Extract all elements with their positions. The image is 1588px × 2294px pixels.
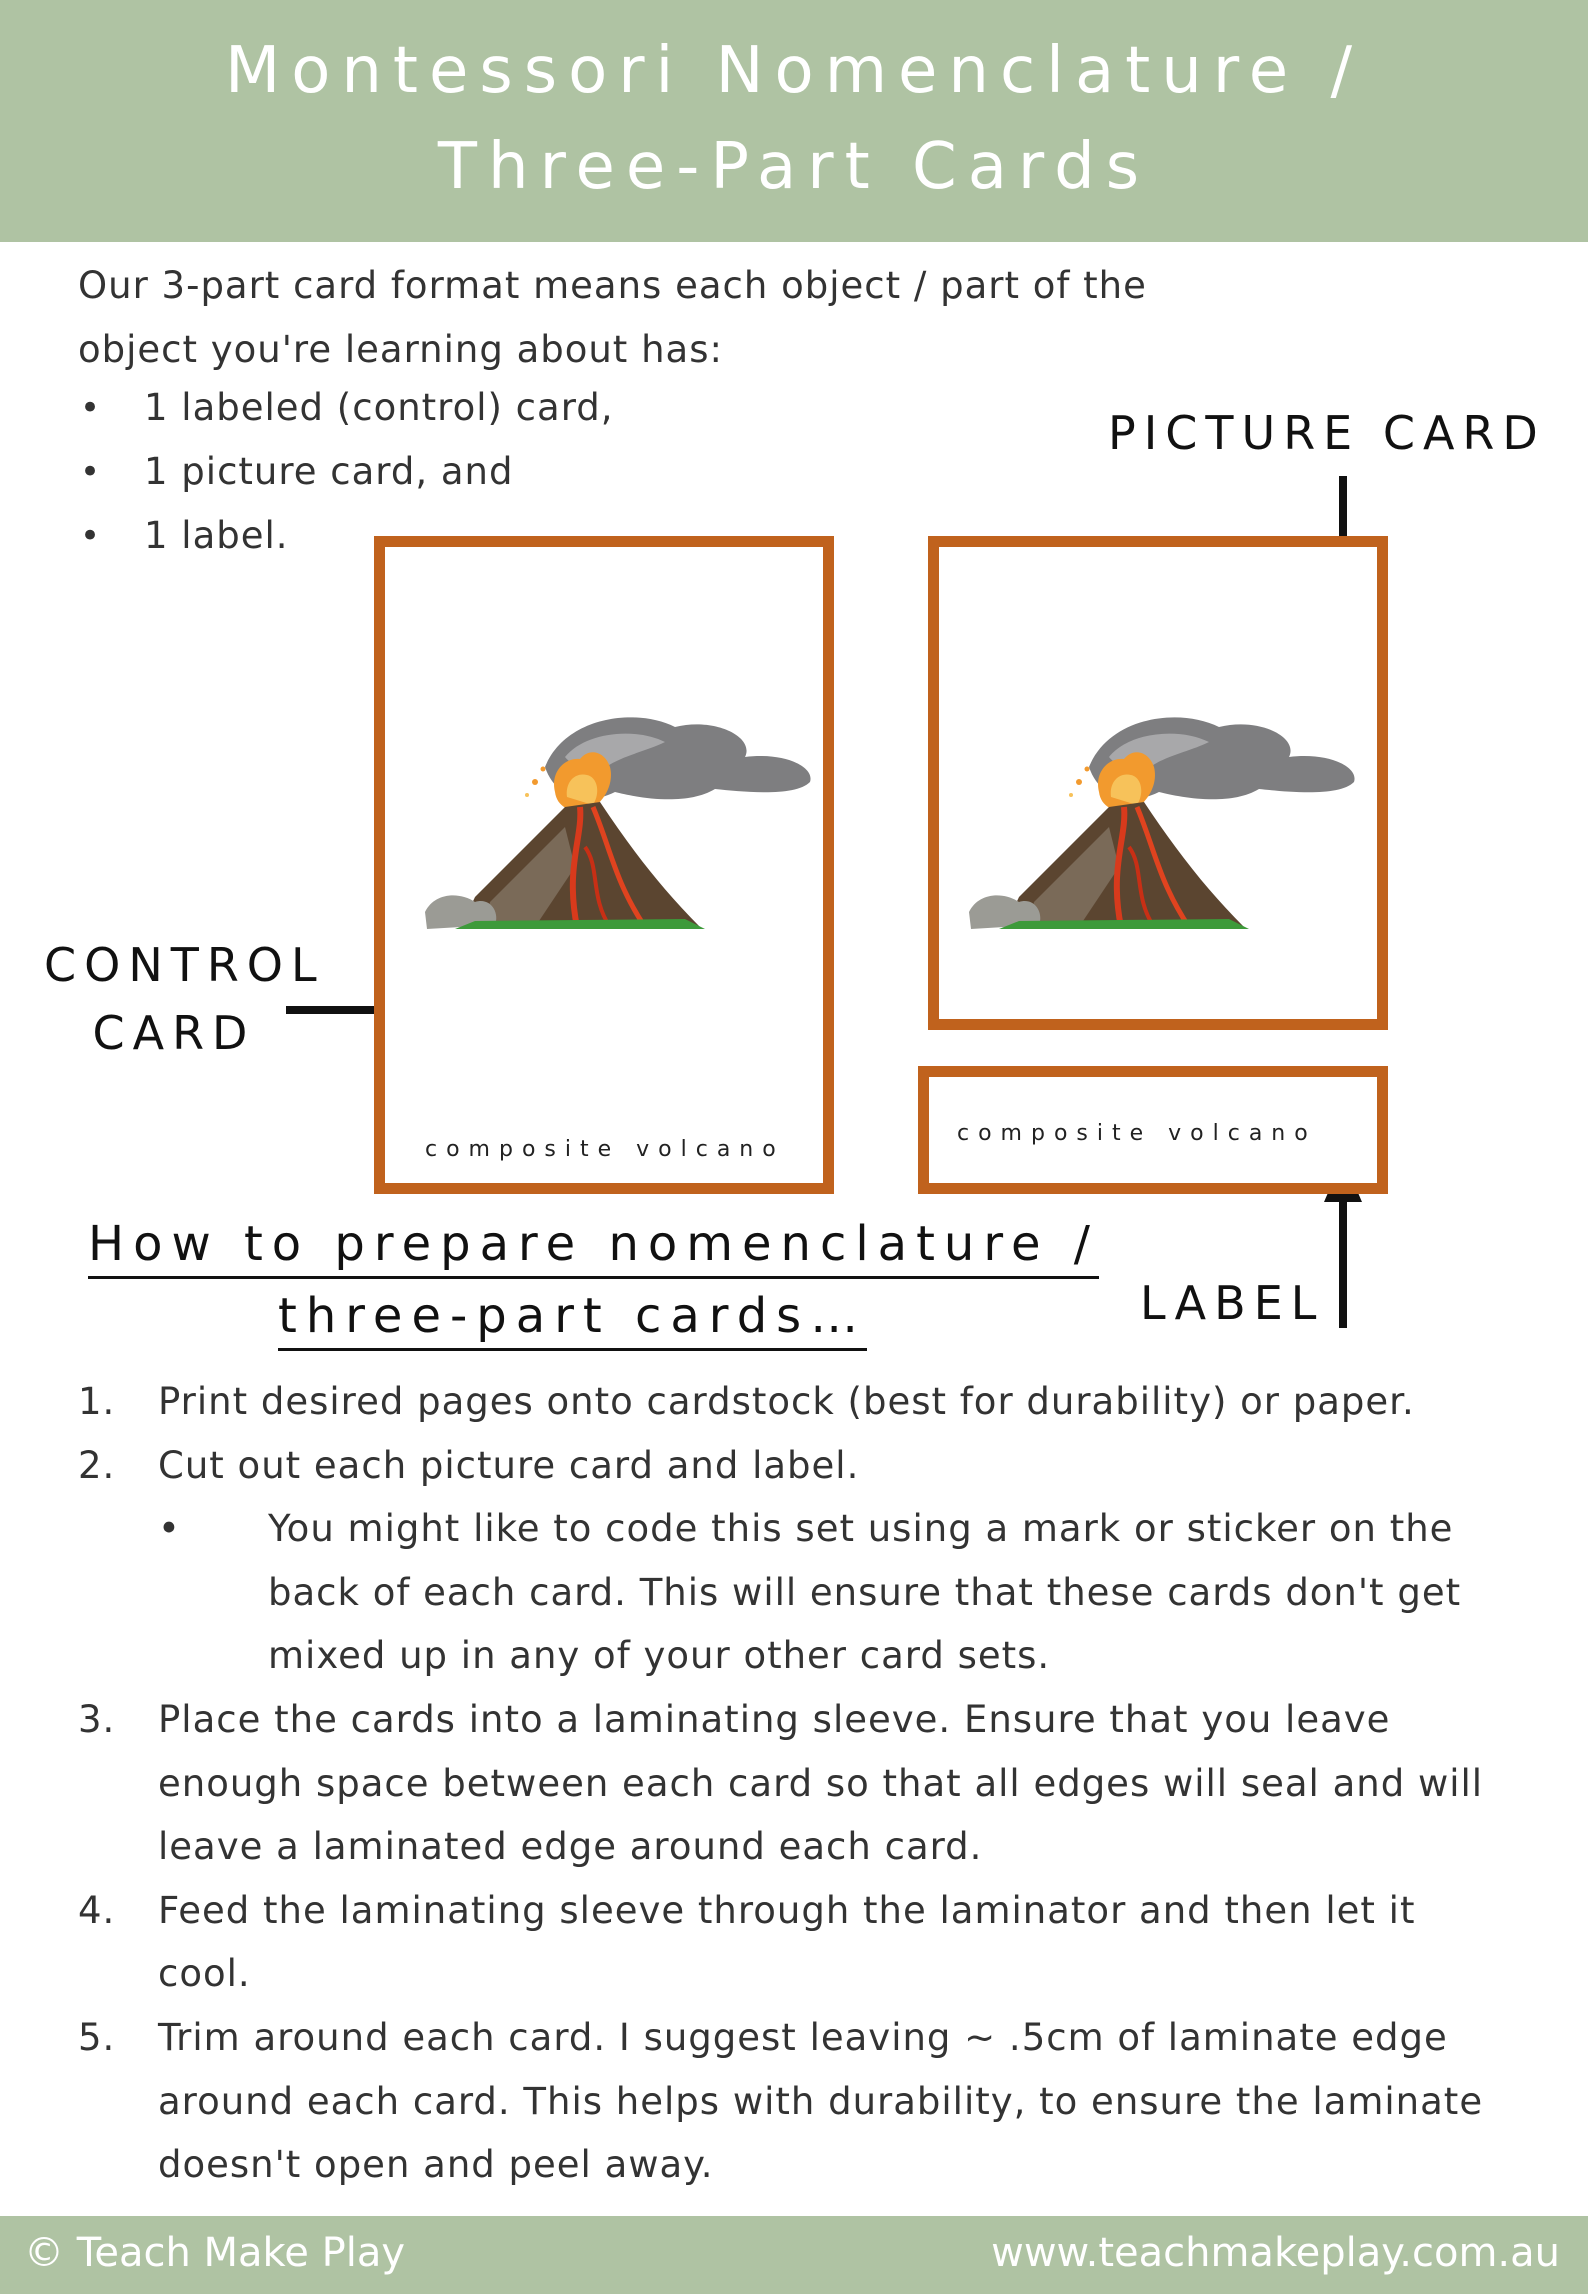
volcano-illustration — [959, 697, 1359, 947]
list-item — [78, 1370, 1518, 1434]
control-callout-line-2: CARD — [92, 1006, 256, 1060]
step-number: 2. — [78, 1443, 116, 1487]
list-item: • 1 picture card, and — [78, 440, 614, 504]
step-number: 4. — [78, 1888, 116, 1932]
picture-card-callout: PICTURE CARD — [1108, 406, 1546, 460]
page-header — [0, 0, 1588, 242]
volcano-illustration — [415, 697, 815, 947]
step-text: Place the cards into a laminating sleeve. Ensure that you leave enough space between each card so that all edges will seal and will leave a laminated edge around each card. — [158, 1697, 1484, 1869]
label-card-text: composite volcano — [957, 1121, 1317, 1146]
label-card — [918, 1066, 1388, 1194]
list-item: • 1 label. — [78, 504, 614, 568]
step-number: 5. — [78, 2015, 116, 2059]
step-sub-bullet: • You might like to code this set using a mark or sticker on the back of each card. This will ensure that these cards don't get mixed up in any of your other card sets. — [158, 1497, 1518, 1688]
howto-heading-line-2: three-part cards… — [278, 1288, 867, 1351]
list-item — [78, 2006, 1518, 2197]
step-text: Feed the laminating sleeve through the laminator and then let it cool. — [158, 1888, 1416, 1996]
website-url: www.teachmakeplay.com.au — [991, 2230, 1560, 2276]
intro-line-2: object you're learning about has: — [78, 328, 723, 371]
page-footer — [0, 2216, 1588, 2294]
list-item — [78, 1434, 1518, 1688]
picture-card — [928, 536, 1388, 1030]
step-text: Print desired pages onto cardstock (best for durability) or paper. — [158, 1380, 1415, 1423]
list-item: • 1 labeled (control) card, — [78, 376, 614, 440]
control-card-label: composite volcano — [425, 1137, 785, 1162]
intro-line-1: Our 3-part card format means each object / part of the — [78, 264, 1147, 307]
control-callout-line-1: CONTROL — [44, 938, 325, 992]
step-number: 3. — [78, 1697, 116, 1741]
step-text: Cut out each picture card and label. — [158, 1443, 860, 1487]
step-text: Trim around each card. I suggest leaving ~ .5cm of laminate edge around each card. This helps with durability, to ensure the laminate doesn't open and peel away. — [158, 2015, 1484, 2187]
intro-text — [78, 254, 1147, 382]
copyright-text: © Teach Make Play — [24, 2230, 406, 2276]
list-item — [78, 1879, 1518, 2006]
list-item — [78, 1688, 1518, 1879]
page-title-line-2: Three-Part Cards — [437, 130, 1151, 204]
howto-heading-line-1: How to prepare nomenclature / — [88, 1216, 1099, 1279]
control-card-callout — [44, 938, 325, 1060]
step-number: 1. — [78, 1380, 116, 1423]
steps-list — [78, 1370, 1518, 2197]
label-callout: LABEL — [1140, 1276, 1325, 1330]
page-title-line-1: Montessori Nomenclature / — [224, 34, 1364, 108]
control-card — [374, 536, 834, 1194]
